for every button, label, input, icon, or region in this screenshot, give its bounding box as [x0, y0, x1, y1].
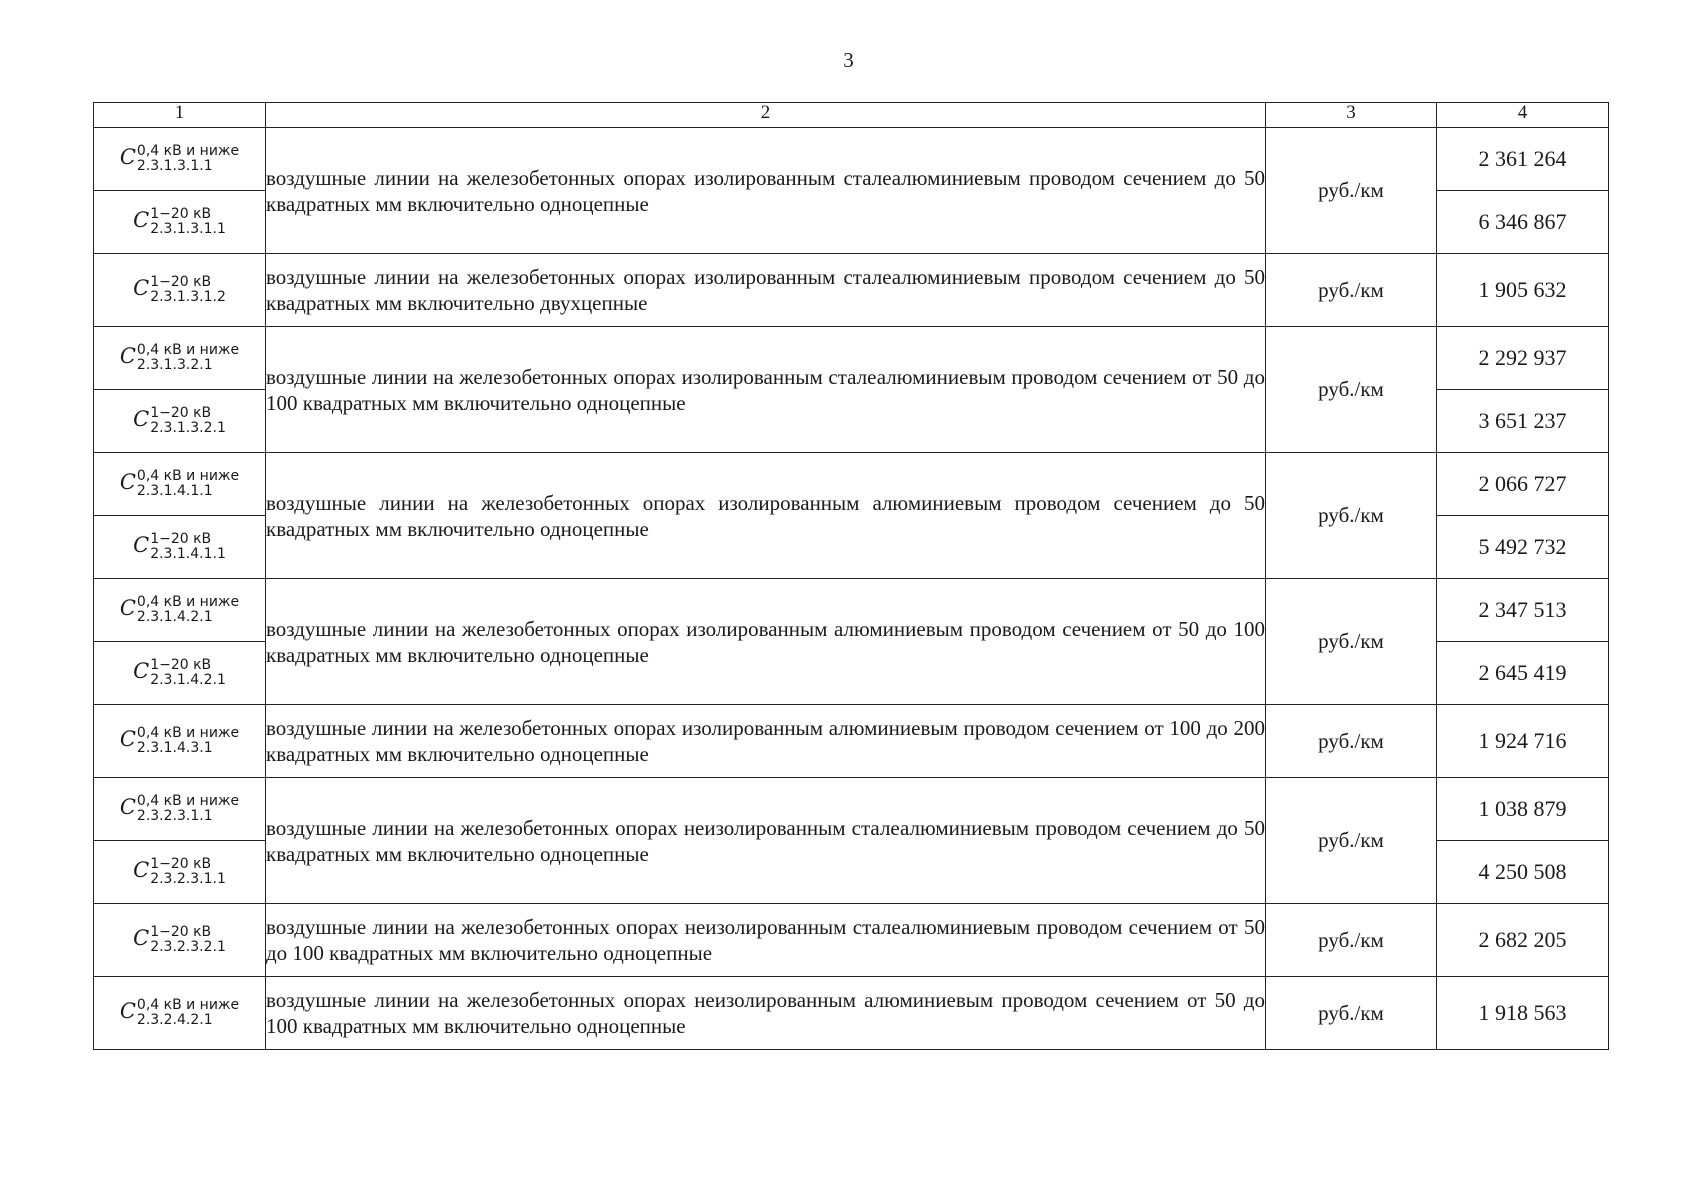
value-cell: 2 682 205 — [1437, 904, 1609, 977]
rate-symbol: C — [133, 207, 150, 232]
rate-scripts — [150, 658, 226, 688]
rates-table — [93, 102, 1609, 1050]
rate-symbol: C — [133, 532, 150, 557]
table-row — [94, 904, 1609, 977]
rate-code-cell — [94, 977, 266, 1050]
header-col-2: 2 — [266, 103, 1266, 128]
description-cell: воздушные линии на железобетонных опорах изолированным алюминиевым проводом сечением от 100 до 200 квадратных мм включительно одноцепные — [266, 705, 1266, 778]
table-row — [94, 327, 1609, 390]
value-cell: 1 905 632 — [1437, 254, 1609, 327]
code-subscript: 2.3.1.3.1.2 — [150, 289, 226, 305]
voltage-superscript: 1−20 кВ — [150, 657, 212, 673]
unit-cell: руб./км — [1266, 254, 1437, 327]
unit-cell: руб./км — [1266, 327, 1437, 453]
voltage-superscript: 1−20 кВ — [150, 206, 212, 222]
rate-code-cell — [94, 453, 266, 516]
page-number: 3 — [843, 48, 854, 72]
value-cell: 2 066 727 — [1437, 453, 1609, 516]
voltage-superscript: 0,4 кВ и ниже — [136, 594, 240, 610]
header-col-1: 1 — [94, 103, 266, 128]
rate-symbol: C — [119, 469, 136, 494]
rate-symbol: C — [119, 343, 136, 368]
rate-scripts — [137, 469, 239, 499]
rate-symbol: C — [119, 144, 136, 169]
value-cell: 1 924 716 — [1437, 705, 1609, 778]
rate-scripts — [150, 406, 226, 436]
table-body — [94, 128, 1609, 1050]
code-subscript: 2.3.2.3.1.1 — [150, 871, 226, 887]
unit-cell: руб./км — [1266, 453, 1437, 579]
code-subscript: 2.3.2.4.2.1 — [136, 1012, 213, 1028]
value-cell: 5 492 732 — [1437, 516, 1609, 579]
code-subscript: 2.3.1.4.1.1 — [136, 483, 213, 499]
rate-code-cell — [94, 904, 266, 977]
unit-cell: руб./км — [1266, 904, 1437, 977]
code-subscript: 2.3.1.3.2.1 — [136, 357, 213, 373]
code-subscript: 2.3.1.4.2.1 — [136, 609, 213, 625]
voltage-superscript: 0,4 кВ и ниже — [136, 143, 240, 159]
code-subscript: 2.3.1.4.2.1 — [150, 672, 226, 688]
rate-code-cell — [94, 191, 266, 254]
rate-symbol: C — [133, 275, 150, 300]
rate-symbol: C — [133, 406, 150, 431]
value-cell: 1 918 563 — [1437, 977, 1609, 1050]
rate-symbol: C — [133, 925, 150, 950]
rate-code-cell — [94, 642, 266, 705]
value-cell: 2 347 513 — [1437, 579, 1609, 642]
rate-scripts — [150, 532, 226, 562]
value-cell: 2 292 937 — [1437, 327, 1609, 390]
rate-code-cell — [94, 579, 266, 642]
table-row — [94, 254, 1609, 327]
rate-scripts — [150, 925, 226, 955]
rate-symbol: C — [133, 857, 150, 882]
description-cell: воздушные линии на железобетонных опорах изолированным сталеалюминиевым проводом сечением от 50 до 100 квадратных мм включительно одноцепные — [266, 327, 1266, 453]
voltage-superscript: 0,4 кВ и ниже — [136, 342, 240, 358]
rate-code-cell — [94, 841, 266, 904]
rate-code-cell — [94, 254, 266, 327]
rate-scripts — [150, 207, 226, 237]
rate-symbol: C — [119, 794, 136, 819]
value-cell: 4 250 508 — [1437, 841, 1609, 904]
unit-cell: руб./км — [1266, 778, 1437, 904]
header-col-4: 4 — [1437, 103, 1609, 128]
rate-symbol: C — [133, 658, 150, 683]
voltage-superscript: 0,4 кВ и ниже — [136, 468, 240, 484]
description-cell: воздушные линии на железобетонных опорах неизолированным алюминиевым проводом сечением от 50 до 100 квадратных мм включительно одноцепные — [266, 977, 1266, 1050]
description-cell: воздушные линии на железобетонных опорах изолированным алюминиевым проводом сечением до 50 квадратных мм включительно одноцепные — [266, 453, 1266, 579]
code-subscript: 2.3.2.3.2.1 — [150, 939, 226, 955]
code-subscript: 2.3.1.3.1.1 — [136, 158, 213, 174]
rate-code-cell — [94, 128, 266, 191]
rate-code-cell — [94, 390, 266, 453]
table-row — [94, 778, 1609, 841]
rate-scripts — [137, 998, 239, 1028]
value-cell: 1 038 879 — [1437, 778, 1609, 841]
rate-scripts — [137, 794, 239, 824]
unit-cell: руб./км — [1266, 579, 1437, 705]
description-cell: воздушные линии на железобетонных опорах неизолированным сталеалюминиевым проводом сечением до 50 квадратных мм включительно одноцепные — [266, 778, 1266, 904]
rate-symbol: C — [119, 726, 136, 751]
voltage-superscript: 1−20 кВ — [150, 405, 212, 421]
value-cell: 6 346 867 — [1437, 191, 1609, 254]
code-subscript: 2.3.1.4.3.1 — [136, 740, 213, 756]
table-row — [94, 977, 1609, 1050]
rate-scripts — [137, 595, 239, 625]
description-cell: воздушные линии на железобетонных опорах изолированным сталеалюминиевым проводом сечением до 50 квадратных мм включительно одноцепные — [266, 128, 1266, 254]
rate-code-cell — [94, 516, 266, 579]
rate-scripts — [137, 144, 239, 174]
voltage-superscript: 1−20 кВ — [150, 856, 212, 872]
code-subscript: 2.3.1.3.2.1 — [150, 420, 226, 436]
code-subscript: 2.3.1.3.1.1 — [150, 221, 226, 237]
unit-cell: руб./км — [1266, 977, 1437, 1050]
unit-cell: руб./км — [1266, 128, 1437, 254]
table-row — [94, 579, 1609, 642]
description-cell: воздушные линии на железобетонных опорах изолированным алюминиевым проводом сечением от 50 до 100 квадратных мм включительно одноцепные — [266, 579, 1266, 705]
voltage-superscript: 0,4 кВ и ниже — [136, 793, 240, 809]
rate-scripts — [150, 275, 226, 305]
value-cell: 2 645 419 — [1437, 642, 1609, 705]
header-row — [94, 103, 1609, 128]
voltage-superscript: 0,4 кВ и ниже — [136, 997, 240, 1013]
description-cell: воздушные линии на железобетонных опорах неизолированным сталеалюминиевым проводом сечением от 50 до 100 квадратных мм включительно одноцепные — [266, 904, 1266, 977]
voltage-superscript: 1−20 кВ — [150, 274, 212, 290]
rate-symbol: C — [119, 998, 136, 1023]
rate-scripts — [137, 343, 239, 373]
rate-symbol: C — [119, 595, 136, 620]
value-cell: 2 361 264 — [1437, 128, 1609, 191]
table-row — [94, 453, 1609, 516]
code-subscript: 2.3.2.3.1.1 — [136, 808, 213, 824]
rate-code-cell — [94, 705, 266, 778]
code-subscript: 2.3.1.4.1.1 — [150, 546, 226, 562]
rate-code-cell — [94, 778, 266, 841]
voltage-superscript: 0,4 кВ и ниже — [136, 725, 240, 741]
description-cell: воздушные линии на железобетонных опорах изолированным сталеалюминиевым проводом сечением до 50 квадратных мм включительно двухцепные — [266, 254, 1266, 327]
rate-scripts — [150, 857, 226, 887]
header-col-3: 3 — [1266, 103, 1437, 128]
table-row — [94, 705, 1609, 778]
unit-cell: руб./км — [1266, 705, 1437, 778]
rate-scripts — [137, 726, 239, 756]
value-cell: 3 651 237 — [1437, 390, 1609, 453]
voltage-superscript: 1−20 кВ — [150, 531, 212, 547]
rate-code-cell — [94, 327, 266, 390]
voltage-superscript: 1−20 кВ — [150, 924, 212, 940]
table-row — [94, 128, 1609, 191]
